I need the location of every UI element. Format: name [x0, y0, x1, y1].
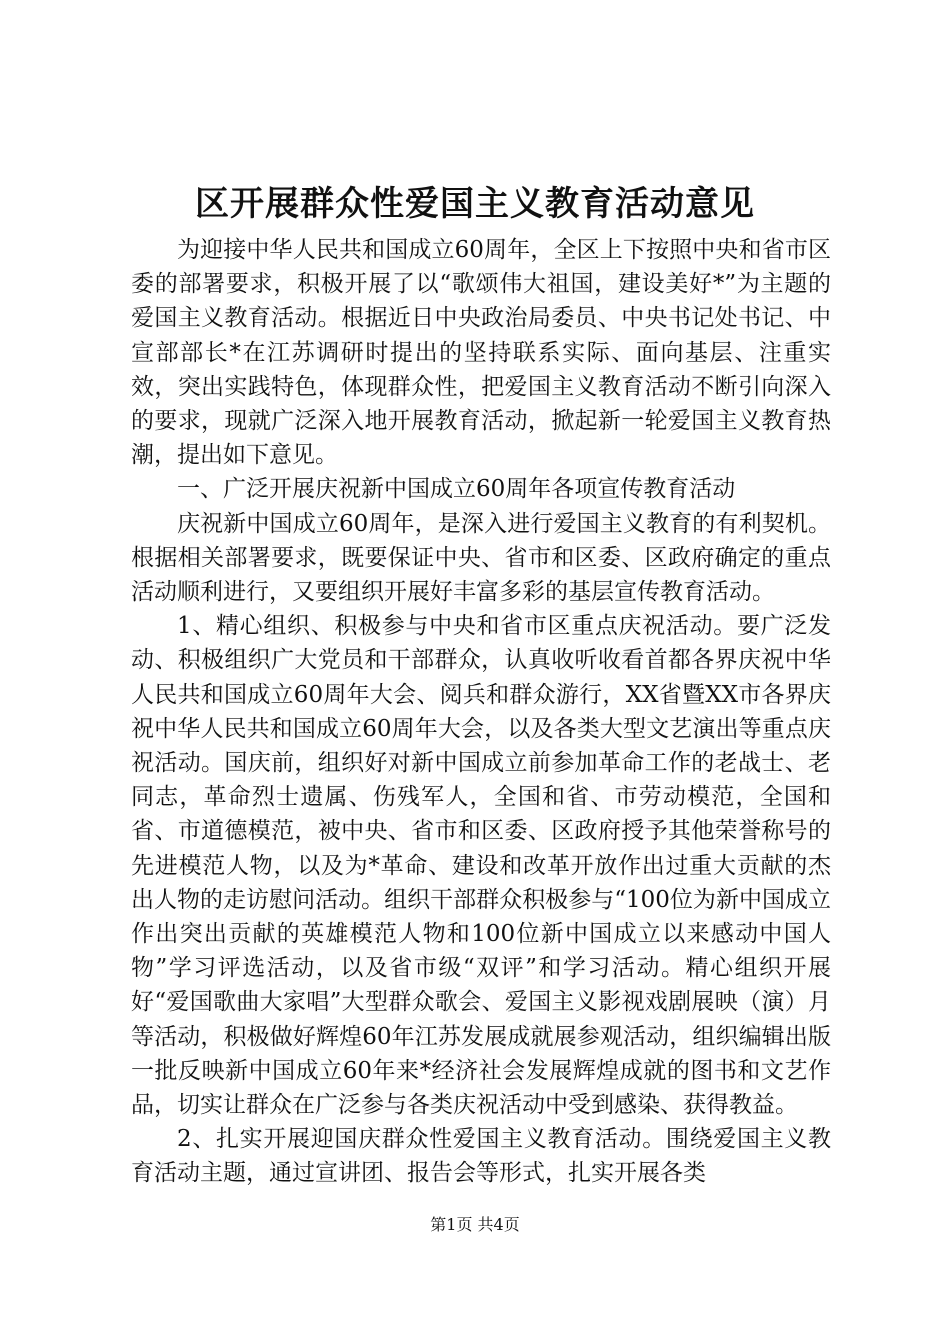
document-title: 区开展群众性爱国主义教育活动意见: [195, 184, 755, 224]
paragraph-section-1-intro: 庆祝新中国成立60周年，是深入进行爱国主义教育的有利契机。根据相关部署要求，既要保证中央、省市和区委、区政府确定的重点活动顺利进行，又要组织开展好丰富多彩的基层宣传教育活动。: [131, 510, 831, 606]
paragraph-intro: 为迎接中华人民共和国成立60周年，全区上下按照中央和省市区委的部署要求，积极开展了以“歌颂伟大祖国，建设美好*”为主题的爱国主义教育活动。根据近日中央政治局委员、中央书记处书记、中宣部部长*在江苏调研时提出的坚持联系实际、面向基层、注重实效，突出实践特色，体现群众性，把爱国主义教育活动不断引向深入的要求，现就广泛深入地开展教育活动，掀起新一轮爱国主义教育热潮，提出如下意见。: [131, 237, 831, 469]
section-heading-1: 一、广泛开展庆祝新中国成立60周年各项宣传教育活动: [177, 476, 736, 503]
paragraph-item-2: 2、扎实开展迎国庆群众性爱国主义教育活动。围绕爱国主义教育活动主题，通过宣讲团、报告会等形式，扎实开展各类: [131, 1126, 831, 1187]
paragraph-item-1: 1、精心组织、积极参与中央和省市区重点庆祝活动。要广泛发动、积极组织广大党员和干部群众，认真收听收看首都各界庆祝中华人民共和国成立60周年大会、阅兵和群众游行，XX省暨XX市各界庆祝中华人民共和国成立60周年大会，以及各类大型文艺演出等重点庆祝活动。国庆前，组织好对新中国成立前参加革命工作的老战士、老同志，革命烈士遗属、伤残军人，全国和省、市劳动模范，全国和省、市道德模范，被中央、省市和区委、区政府授予其他荣誉称号的先进模范人物，以及为*革命、建设和改革开放作出过重大贡献的杰出人物的走访慰问活动。组织干部群众积极参与“100位为新中国成立作出突出贡献的英雄模范人物和100位新中国成立以来感动中国人物”学习评选活动，以及省市级“双评”和学习活动。精心组织开展好“爱国歌曲大家唱”大型群众歌会、爱国主义影视戏剧展映（演）月等活动，积极做好辉煌60年江苏发展成就展参观活动，组织编辑出版一批反映新中国成立60年来*经济社会发展辉煌成就的图书和文艺作品，切实让群众在广泛参与各类庆祝活动中受到感染、获得教益。: [131, 613, 831, 1119]
page-footer: 第1页 共4页: [430, 1215, 520, 1234]
document-body: [131, 233, 831, 1191]
